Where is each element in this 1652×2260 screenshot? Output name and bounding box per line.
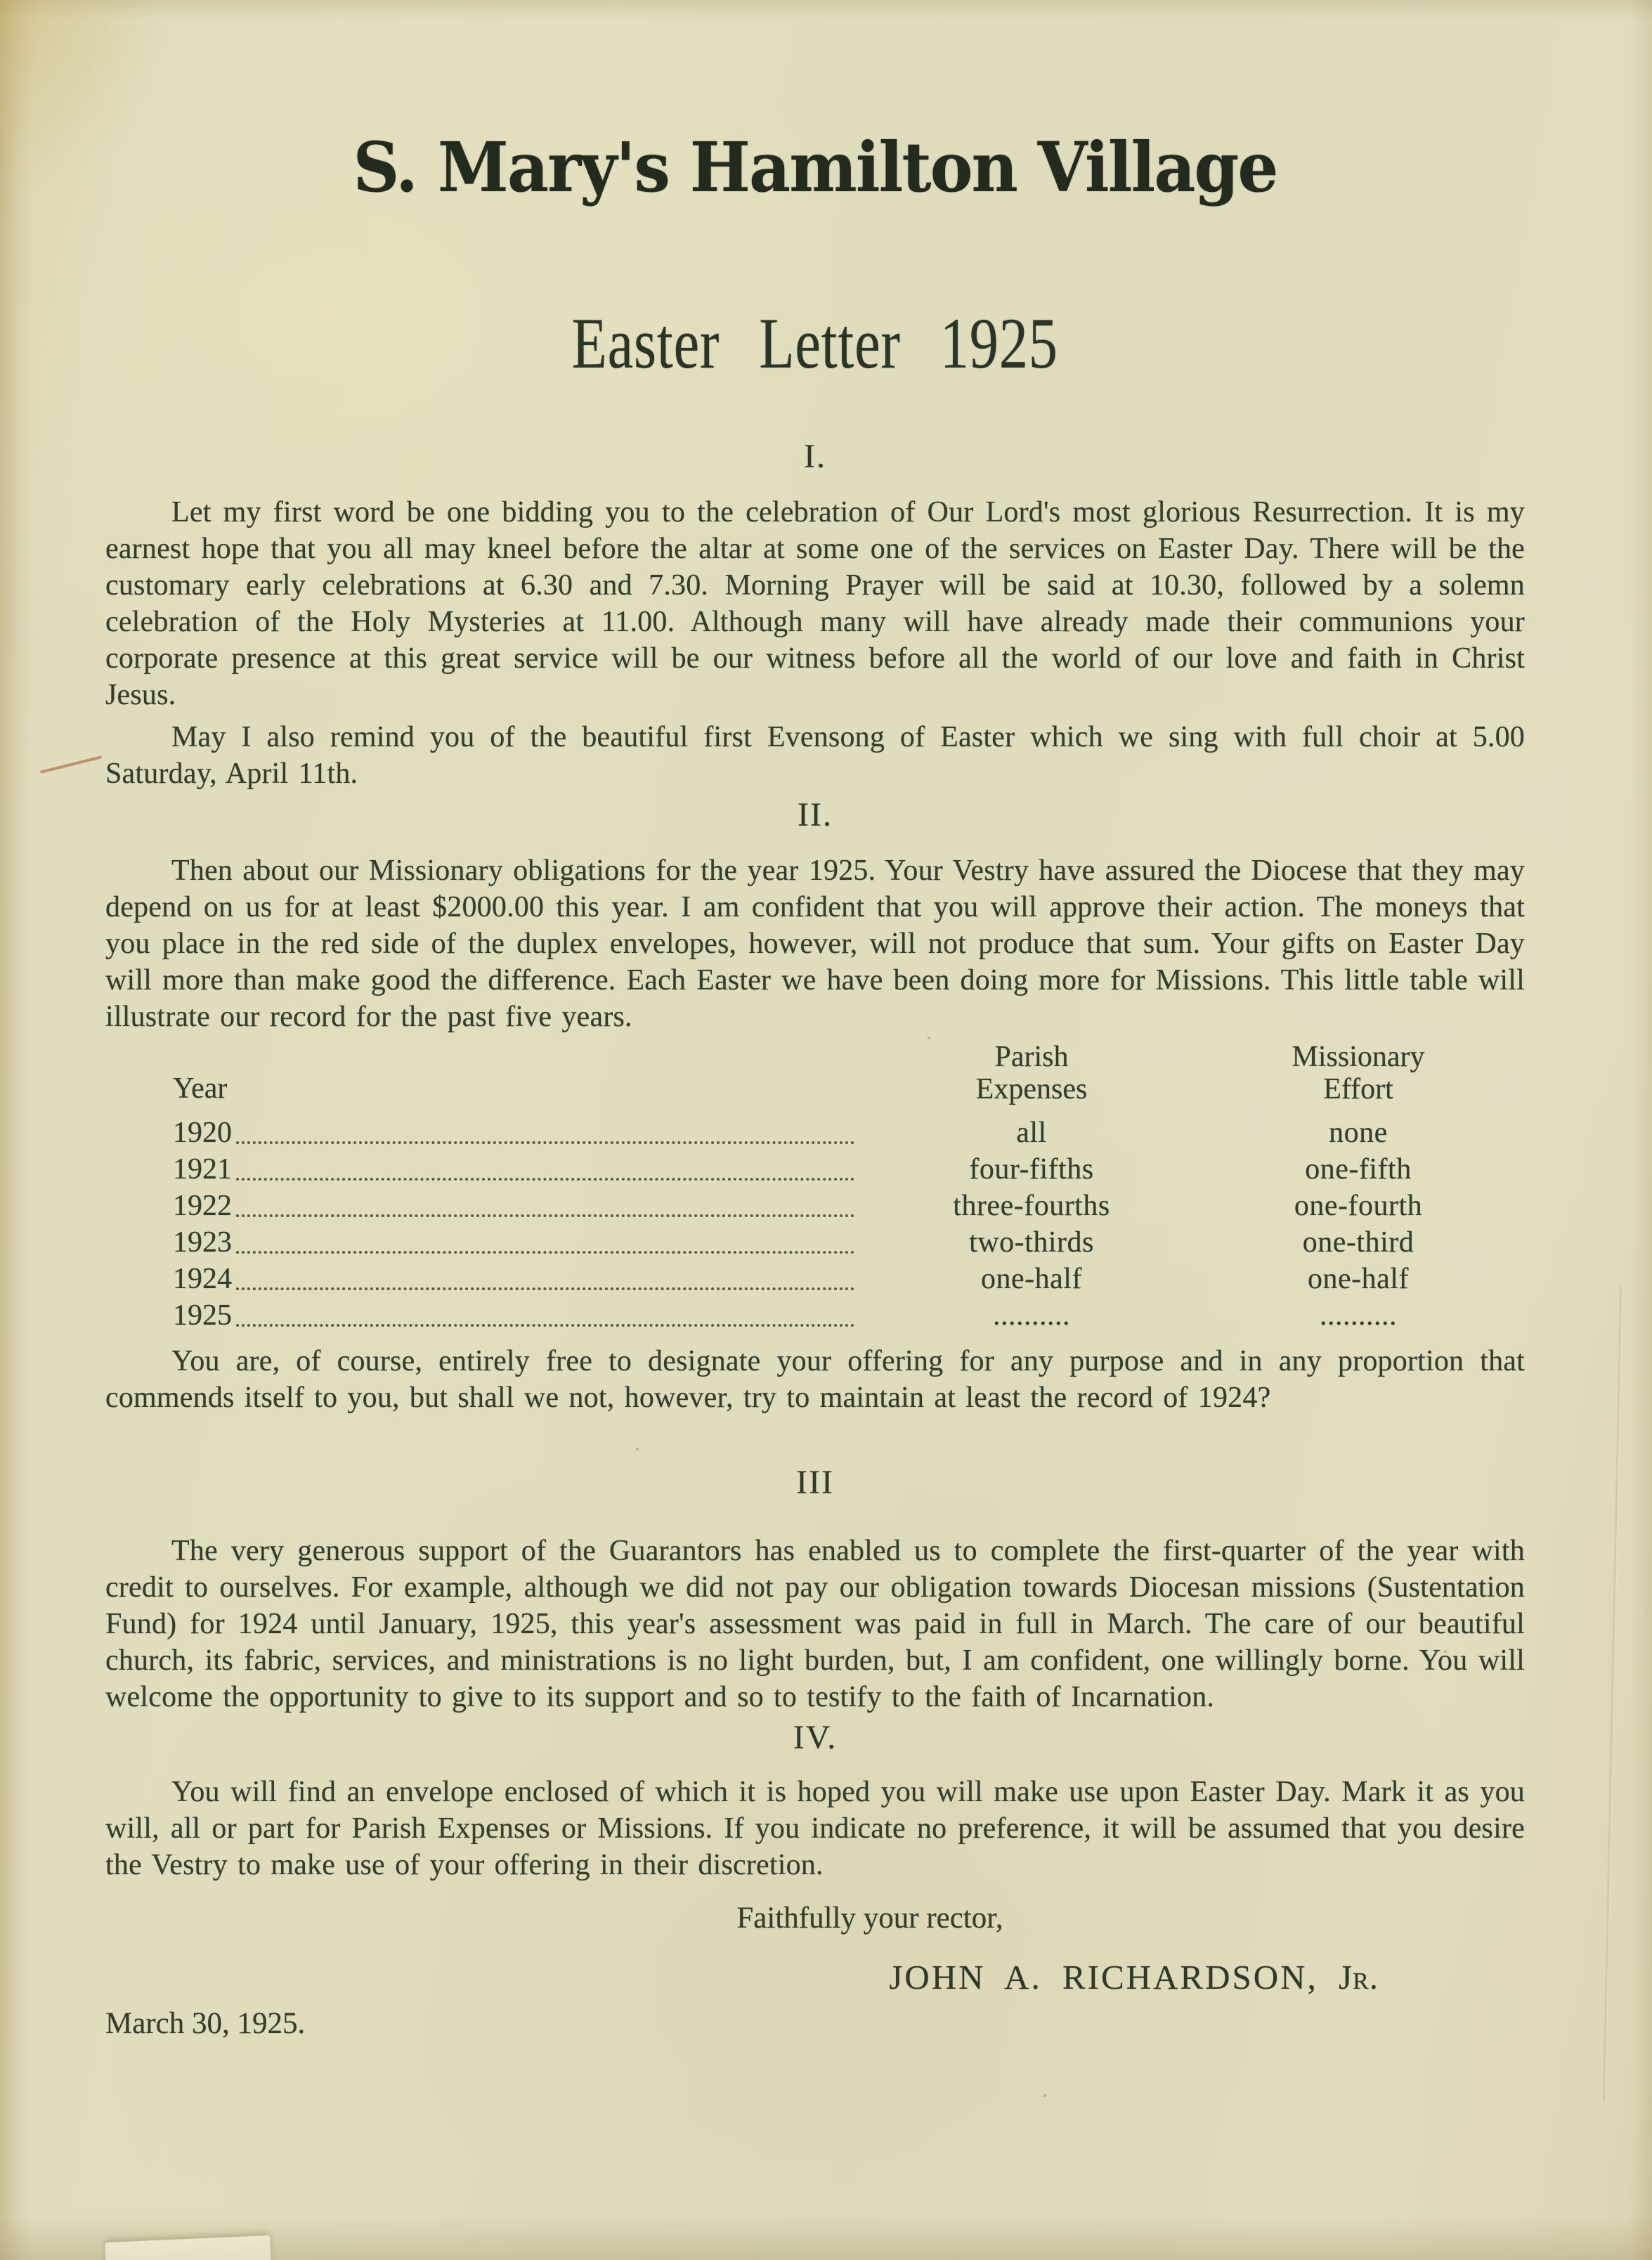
paragraph: Then about our Missionary obligations for the year 1925. Your Vestry have assured the Diocese that they may depend on us for at least $2000.00 this year. I am confident that you will approve their action. The moneys that you place in the red side of the duplex envelopes, however, will not produce that sum. Your gifts on Easter Day will more than make good the difference. Each Easter we have been doing more for Missions. This little table will illustrate our record for the past five years. <box>105 854 1525 1033</box>
parish-header-line1: Parish <box>994 1040 1069 1073</box>
paragraph: The very generous support of the Guarantors has enabled us to complete the first-quarter of the year with credit to ourselves. For example, although we did not pay our obligation towards Diocesan missions (Sustentation Fund) for 1924 until January, 1925, this year's assessment was paid in full in March. The care of our beautiful church, its fabric, services, and ministrations is no light burden, but, I am confident, one willingly borne. You will welcome the opportunity to give to its support and so to testify to the faith of Incarnation. <box>105 1534 1525 1713</box>
paragraph: Let my first word be one bidding you to the celebration of Our Lord's most glorious Resurrection. It is my earnest hope that you all may kneel before the altar at some one of the services on Easter Day. There will be the customary early celebrations at 6.30 and 7.30. Morning Prayer will be said at 10.30, followed by a solemn celebration of the Holy Mysteries at 11.00. Although many will have already made their communions your corporate presence at this great service will be our witness before all the world of our love and faith in Christ Jesus. <box>105 495 1525 711</box>
section-heading-4: IV. <box>793 1718 838 1756</box>
missionary-effort-cell: one-third <box>1302 1226 1414 1259</box>
table-row <box>173 1114 1516 1150</box>
parish-expenses-cell: two-thirds <box>969 1226 1094 1259</box>
dotted-leader <box>236 1178 854 1181</box>
paper-crease <box>1602 1286 1624 2101</box>
table-row <box>173 1187 1516 1223</box>
year-cell: 1923 <box>173 1226 232 1259</box>
dotted-leader <box>236 1287 854 1290</box>
parish-expenses-cell: four-fifths <box>969 1152 1094 1186</box>
paper-right-edge-shading <box>1630 0 1652 2260</box>
missionary-effort-column-header <box>1200 1041 1516 1105</box>
dotted-leader <box>236 1141 854 1144</box>
missionary-header-line1: Missionary <box>1292 1040 1425 1073</box>
table-row <box>173 1297 1516 1333</box>
parish-expenses-column-header <box>863 1041 1200 1105</box>
section-heading-1: I. <box>804 437 826 475</box>
table-row <box>173 1150 1516 1187</box>
letter-title <box>105 303 1525 384</box>
year-cell: 1922 <box>173 1189 232 1222</box>
date-line: March 30, 1925. <box>105 2006 306 2040</box>
missionary-effort-cell: .......... <box>1320 1299 1397 1332</box>
table-row <box>173 1223 1516 1260</box>
dotted-leader <box>236 1214 854 1217</box>
signature-line <box>105 1956 1525 1999</box>
year-column-header: Year <box>173 1072 228 1105</box>
signature-suffix: Jr. <box>1339 1957 1379 1996</box>
missionary-effort-cell: one-fourth <box>1294 1189 1423 1222</box>
church-masthead: S. Mary's Hamilton Village <box>353 127 1277 207</box>
letter-content <box>105 0 1525 2042</box>
parish-header-line2: Expenses <box>975 1072 1088 1105</box>
missionary-record-table <box>173 1041 1516 1333</box>
missionary-header-line2: Effort <box>1323 1072 1393 1105</box>
paper-left-edge-shading <box>0 0 34 2260</box>
section-heading-3: III <box>796 1463 834 1501</box>
valediction: Faithfully your rector, <box>736 1901 1003 1935</box>
pen-mark-artifact <box>40 755 102 774</box>
missionary-effort-cell: none <box>1329 1116 1388 1149</box>
section-heading-2: II. <box>798 795 833 833</box>
parish-expenses-cell: three-fourths <box>953 1189 1110 1222</box>
parish-expenses-cell: all <box>1016 1116 1047 1149</box>
letter-title-text: Easter Letter 1925 <box>571 303 1059 384</box>
paper-speck <box>1043 2094 1046 2097</box>
parish-expenses-cell: one-half <box>981 1262 1082 1295</box>
missionary-effort-cell: one-half <box>1308 1262 1409 1295</box>
paragraph: You are, of course, entirely free to designate your offering for any purpose and in any proportion that commends itself to you, but shall we not, however, try to maintain at least the record of 1924? <box>105 1344 1525 1414</box>
missionary-effort-cell: one-fifth <box>1305 1152 1412 1186</box>
paragraph: You will find an envelope enclosed of which it is hoped you will make use upon Easter Day. Mark it as you will, all or part for Parish Expenses or Missions. If you indicate no preference, it will be assumed that you desire the Vestry to make use of your offering in their discretion. <box>105 1775 1525 1881</box>
year-cell: 1920 <box>173 1116 232 1149</box>
table-header-row <box>173 1041 1516 1105</box>
parish-expenses-cell: .......... <box>993 1299 1070 1332</box>
signature-name: JOHN A. RICHARDSON, <box>889 1957 1318 1996</box>
year-cell: 1921 <box>173 1152 232 1186</box>
year-cell: 1925 <box>173 1299 232 1332</box>
paragraph: May I also remind you of the beautiful first Evensong of Easter which we sing with full choir at 5.00 Saturday, April 11th. <box>105 720 1525 790</box>
dotted-leader <box>236 1324 854 1327</box>
dotted-leader <box>236 1251 854 1254</box>
year-cell: 1924 <box>173 1262 232 1295</box>
table-row <box>173 1260 1516 1297</box>
